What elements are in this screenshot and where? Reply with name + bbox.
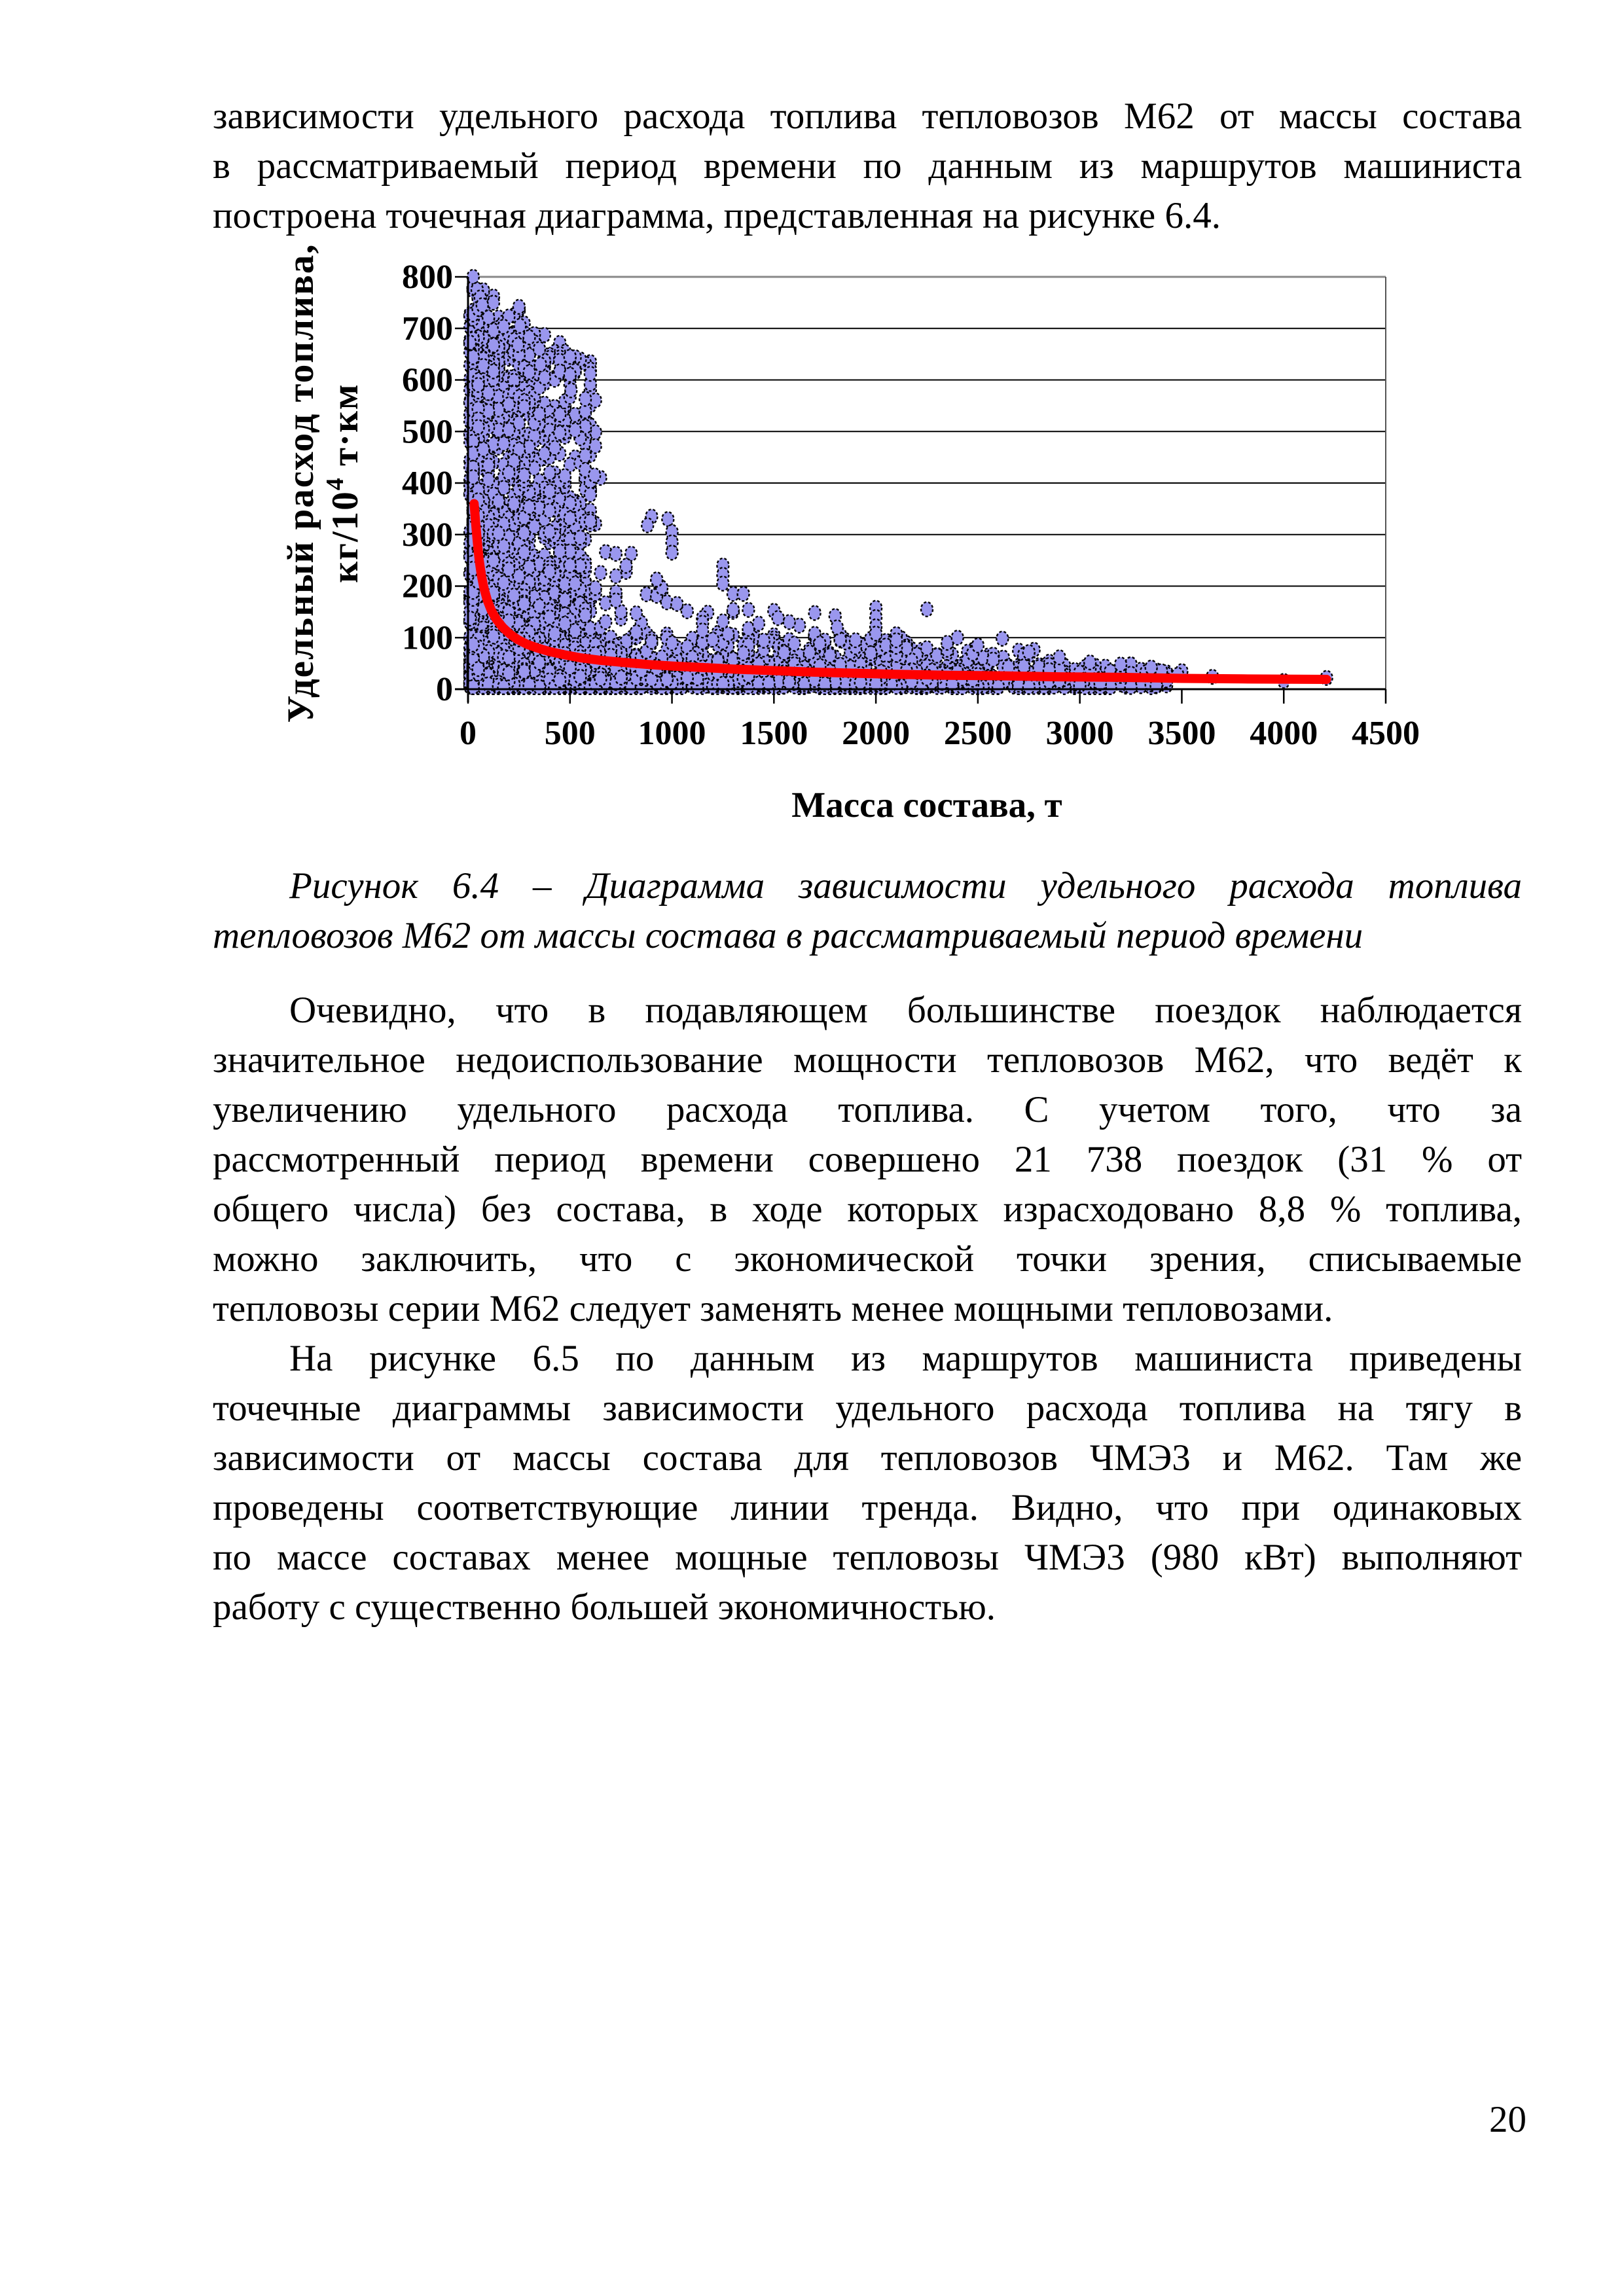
x-tick-label: 1500 xyxy=(740,715,808,752)
x-tick-label: 500 xyxy=(544,715,596,752)
y-tick-label: 600 xyxy=(402,361,453,399)
text-line: рассмотренный период времени совершено 21 738 поездок (31 % от xyxy=(213,1139,1522,1180)
x-tick-label: 3500 xyxy=(1147,715,1216,752)
text-line: точечные диаграммы зависимости удельного расхода топлива на тягу в xyxy=(213,1388,1522,1429)
text-line: проведены соответствующие линии тренда. Видно, что при одинаковых xyxy=(213,1487,1522,1528)
x-tick-label: 1000 xyxy=(638,715,706,752)
x-axis-title: Масса состава, т xyxy=(791,785,1062,825)
text-line: тепловозы серии М62 следует заменять менее мощными тепловозами. xyxy=(213,1288,1333,1329)
x-tick-label: 2000 xyxy=(842,715,911,752)
text-line: тепловозов М62 от массы состава в рассматриваемый период времени xyxy=(213,915,1363,956)
scatter-chart xyxy=(275,243,1420,833)
y-axis-title-line2: $кг/10^4$ т·км xyxy=(321,383,366,583)
x-tick-label: 2500 xyxy=(943,715,1012,752)
text-line: в рассматриваемый период времени по данным из маршрутов машиниста xyxy=(213,145,1522,187)
y-tick-label: 0 xyxy=(436,671,453,708)
paragraph-intro xyxy=(213,92,1522,241)
y-tick-label: 400 xyxy=(402,465,453,502)
figure-caption xyxy=(213,861,1522,961)
text-line: значительное недоиспользование мощности тепловозов М62, что ведёт к xyxy=(213,1039,1522,1081)
y-tick-label: 200 xyxy=(402,567,453,605)
text-line: зависимости от массы состава для тепловозов ЧМЭ3 и М62. Там же xyxy=(213,1437,1522,1479)
text-line: Очевидно, что в подавляющем большинстве поездок наблюдается xyxy=(289,990,1522,1031)
y-tick-label: 300 xyxy=(402,516,453,554)
text-line: общего числа) без состава, в ходе которых израсходовано 8,8 % топлива, xyxy=(213,1189,1522,1230)
y-axis-title-line1: Удельный расход топлива, xyxy=(280,243,321,723)
text-line: можно заключить, что с экономической точки зрения, списываемые xyxy=(213,1238,1522,1280)
text-line: зависимости удельного расхода топлива тепловозов М62 от массы состава xyxy=(213,96,1522,137)
text-line: по массе составах менее мощные тепловозы ЧМЭ3 (980 кВт) выполняют xyxy=(213,1537,1522,1578)
x-tick-label: 4500 xyxy=(1352,715,1420,752)
x-tick-label: 0 xyxy=(460,715,477,752)
text-line: работу с существенно большей экономичностью. xyxy=(213,1587,996,1628)
scatter-chart-svg xyxy=(275,243,1420,833)
y-tick-label: 500 xyxy=(402,413,453,451)
text-line: Рисунок 6.4 – Диаграмма зависимости удельного расхода топлива xyxy=(289,865,1522,906)
y-tick-label: 800 xyxy=(402,259,453,296)
x-tick-label: 3000 xyxy=(1045,715,1114,752)
text-line: построена точечная диаграмма, представленная на рисунке 6.4. xyxy=(213,195,1221,236)
paragraph-body-2 xyxy=(213,1334,1522,1632)
y-tick-label: 700 xyxy=(402,310,453,348)
page-number: 20 xyxy=(1489,2099,1526,2140)
scatter-points xyxy=(464,270,1333,694)
paragraph-body-1 xyxy=(213,986,1522,1334)
text-line: На рисунке 6.5 по данным из маршрутов машиниста приведены xyxy=(289,1338,1522,1379)
x-tick-label: 4000 xyxy=(1250,715,1318,752)
y-tick-label: 100 xyxy=(402,619,453,657)
text-line: увеличению удельного расхода топлива. С учетом того, что за xyxy=(213,1089,1522,1130)
